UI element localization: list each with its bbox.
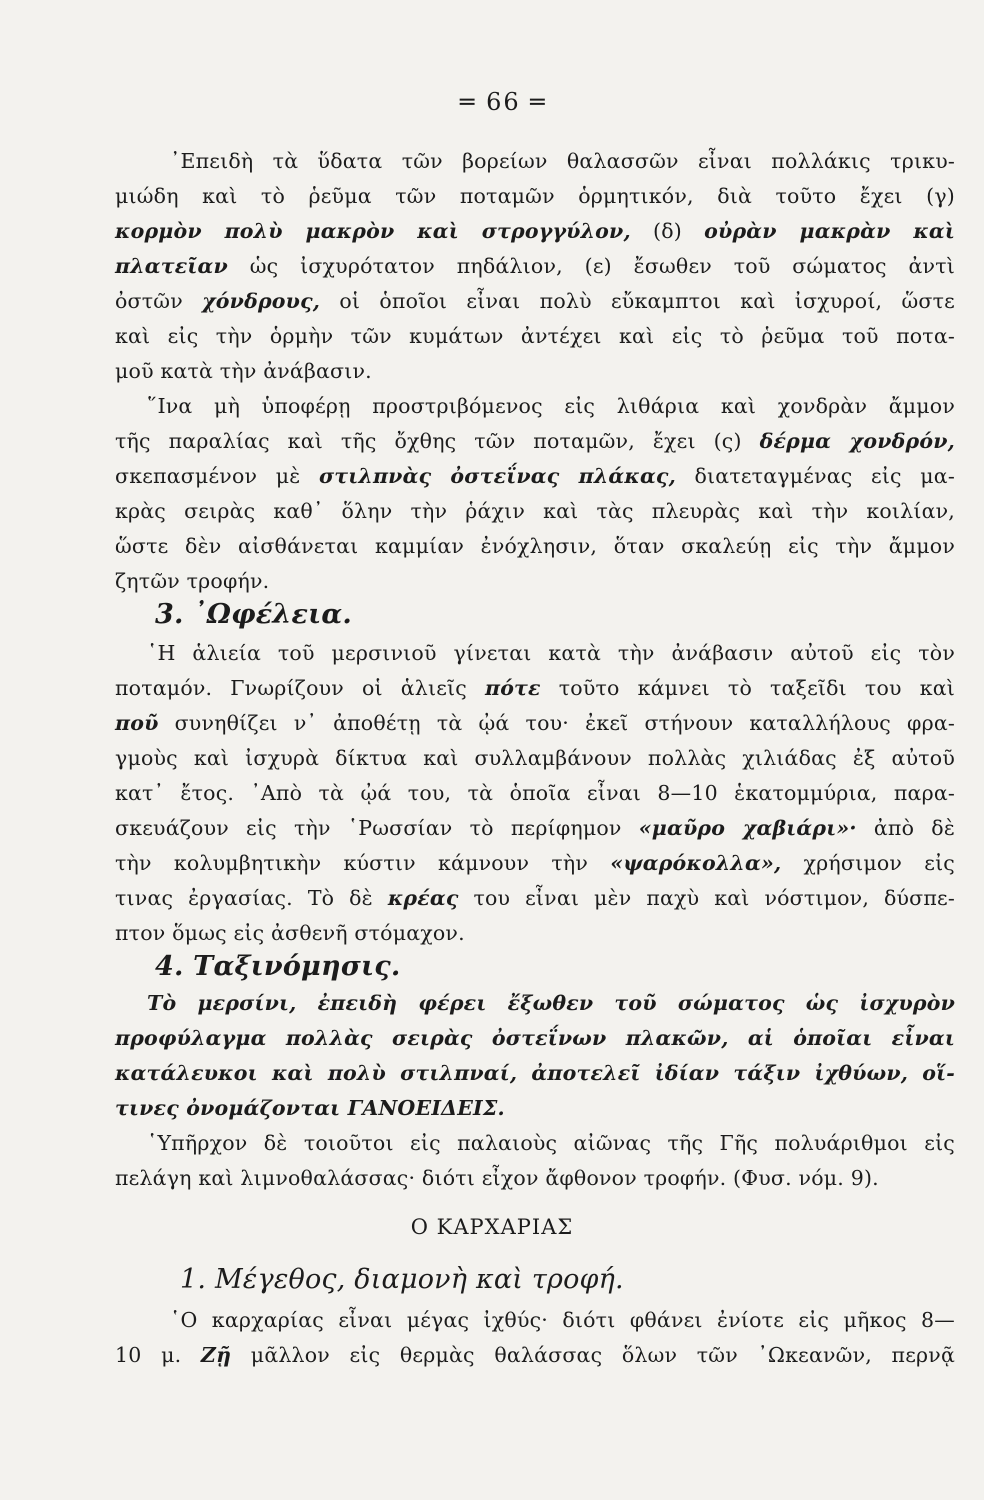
text-run: τινας ἐργασίας. Τὸ δὲ: [115, 886, 388, 910]
text-run: του εἶναι μὲν παχὺ καὶ νόστιμον, δύσπε-: [458, 886, 955, 910]
text-run: τῆς παραλίας καὶ τῆς ὄχθης τῶν ποταμῶν, ἔχει (ς): [115, 429, 760, 453]
heading-3: 3. ᾿Ωφέλεια.: [155, 599, 352, 630]
p4-line-1: Τὸ μερσίνι, ἐπειδὴ φέρει ἔξωθεν τοῦ σώματος ὡς ἰσχυρὸν: [147, 991, 955, 1015]
p3-line-2: [115, 675, 955, 701]
p1-line-5: [115, 288, 955, 314]
p1-line-3: [115, 218, 955, 244]
p2-line-2: [115, 428, 955, 454]
p3-line-1: ῾Η ἁλιεία τοῦ μερσινιοῦ γίνεται κατὰ τὴν ἀνάβασιν αὐτοῦ εἰς τὸν: [147, 641, 955, 665]
text-run: συνηθίζει ν᾿ ἀποθέτῃ τὰ ᾠά του· ἐκεῖ στήνουν καταλλήλους φρα-: [158, 711, 955, 735]
text-run: (δ): [630, 219, 705, 243]
section-title: Ο ΚΑΡΧΑΡΙΑΣ: [410, 1215, 574, 1239]
bold-term: Ζῇ: [200, 1343, 232, 1367]
text-run: τὴν κολυμβητικὴν κύστιν κάμνουν τὴν: [115, 851, 611, 875]
bold-term: χόνδρους,: [202, 289, 321, 313]
heading-4: 4. Ταξινόμησις.: [155, 951, 401, 982]
p3-line-4: γμοὺς καὶ ἰσχυρὰ δίκτυα καὶ συλλαμβάνουν πολλὰς χιλιάδας ἐξ αὐτοῦ: [115, 746, 955, 770]
p3-line-3: [115, 710, 955, 736]
text-run: ὀστῶν: [115, 289, 203, 313]
text-run: ποταμόν. Γνωρίζουν οἱ ἁλιεῖς: [115, 676, 485, 700]
text-run: σκεπασμένον μὲ: [115, 464, 319, 488]
bold-term: κορμὸν πολὺ μακρὸν καὶ στρογγύλον,: [115, 219, 631, 243]
text-run: χρήσιμον εἰς: [781, 851, 955, 875]
p2-line-6: ζητῶν τροφήν.: [115, 569, 270, 593]
bold-term: δέρμα χονδρόν,: [759, 429, 955, 453]
p1-line-1: ᾿Επειδὴ τὰ ὕδατα τῶν βορείων θαλασσῶν εἶναι πολλάκις τρικυ-: [170, 149, 955, 173]
text-run: διατεταγμένας εἰς μα-: [675, 464, 955, 488]
text-run: 10 μ.: [115, 1343, 201, 1367]
p2-line-3: [115, 463, 955, 489]
p5-line-1: ῾Υπῆρχον δὲ τοιοῦτοι εἰς παλαιοὺς αἰῶνας τῆς Γῆς πολυάριθμοι εἰς: [147, 1131, 955, 1155]
p3-line-8: [115, 885, 955, 911]
text-run: οἱ ὁποῖοι εἶναι πολὺ εὔκαμπτοι καὶ ἰσχυροί, ὥστε: [320, 289, 955, 313]
p1-line-2: μιώδη καὶ τὸ ῥεῦμα τῶν ποταμῶν ὁρμητικόν, διὰ τοῦτο ἔχει (γ): [115, 184, 955, 208]
text-run: τοῦτο κάμνει τὸ ταξεῖδι του καὶ: [540, 676, 955, 700]
bold-term: «ψαρόκολλα»,: [610, 851, 782, 875]
p1-line-4: [115, 253, 955, 279]
p1-line-6: καὶ εἰς τὴν ὁρμὴν τῶν κυμάτων ἀντέχει καὶ εἰς τὸ ῥεῦμα τοῦ ποτα-: [115, 324, 955, 348]
p3-line-9: πτον ὅμως εἰς ἀσθενῆ στόμαχον.: [115, 921, 465, 945]
p3-line-6: [115, 815, 955, 841]
text-run: σκευάζουν εἰς τὴν ῾Ρωσσίαν τὸ περίφημον: [115, 816, 639, 840]
text-run: μᾶλλον εἰς θερμὰς θαλάσσας ὅλων τῶν ᾿Ωκεανῶν, περνᾷ: [231, 1343, 955, 1367]
page-number: ═ 66 ═: [460, 88, 547, 116]
text-run: ὡς ἰσχυρότατον πηδάλιον, (ε) ἔσωθεν τοῦ σώματος ἀντὶ: [227, 254, 955, 278]
heading-5: 1. Μέγεθος, διαμονὴ καὶ τροφή.: [180, 1264, 624, 1295]
bold-term: «μαῦρο χαβιάρι»·: [638, 816, 857, 840]
p4-line-2: προφύλαγμα πολλὰς σειρὰς ὀστεΐνων πλακῶν, αἱ ὁποῖαι εἶναι: [115, 1026, 955, 1050]
p3-line-5: κατ᾿ ἔτος. ᾿Απὸ τὰ ᾠά του, τὰ ὁποῖα εἶναι 8—10 ἑκατομμύρια, παρα-: [115, 781, 955, 805]
p2-line-5: ὥστε δὲν αἰσθάνεται καμμίαν ἐνόχλησιν, ὅταν σκαλεύῃ εἰς τὴν ἄμμον: [115, 534, 955, 558]
bold-term: πλατεῖαν: [115, 254, 228, 278]
p4-line-3: κατάλευκοι καὶ πολὺ στιλπναί, ἀποτελεῖ ἰδίαν τάξιν ἰχθύων, οἵ-: [115, 1061, 955, 1085]
bold-term: οὐρὰν μακρὰν καὶ: [704, 219, 955, 243]
bold-term: κρέας: [387, 886, 459, 910]
bold-term: πότε: [484, 676, 541, 700]
p5-line-2: πελάγη καὶ λιμνοθαλάσσας· διότι εἶχον ἄφθονον τροφήν. (Φυσ. νόμ. 9).: [115, 1166, 879, 1190]
p1-line-7: μοῦ κατὰ τὴν ἀνάβασιν.: [115, 359, 372, 383]
p6-line-2: [115, 1342, 955, 1368]
bold-term: ποῦ: [115, 711, 159, 735]
p3-line-7: [115, 850, 955, 876]
text-run: ἀπὸ δὲ: [856, 816, 956, 840]
p4-line-4: τινες ὀνομάζονται ΓΑΝΟΕΙΔΕΙΣ.: [115, 1096, 505, 1120]
bold-term: στιλπνὰς ὀστεΐνας πλάκας,: [318, 464, 676, 488]
p2-line-4: κρὰς σειρὰς καθ᾿ ὅλην τὴν ῥάχιν καὶ τὰς πλευρὰς καὶ τὴν κοιλίαν,: [115, 499, 955, 523]
p2-line-1: ῞Ινα μὴ ὑποφέρῃ προστριβόμενος εἰς λιθάρια καὶ χονδρὰν ἄμμον: [147, 394, 955, 418]
p6-line-1: ῾Ο καρχαρίας εἶναι μέγας ἰχθύς· διότι φθάνει ἐνίοτε εἰς μῆκος 8—: [170, 1308, 955, 1332]
